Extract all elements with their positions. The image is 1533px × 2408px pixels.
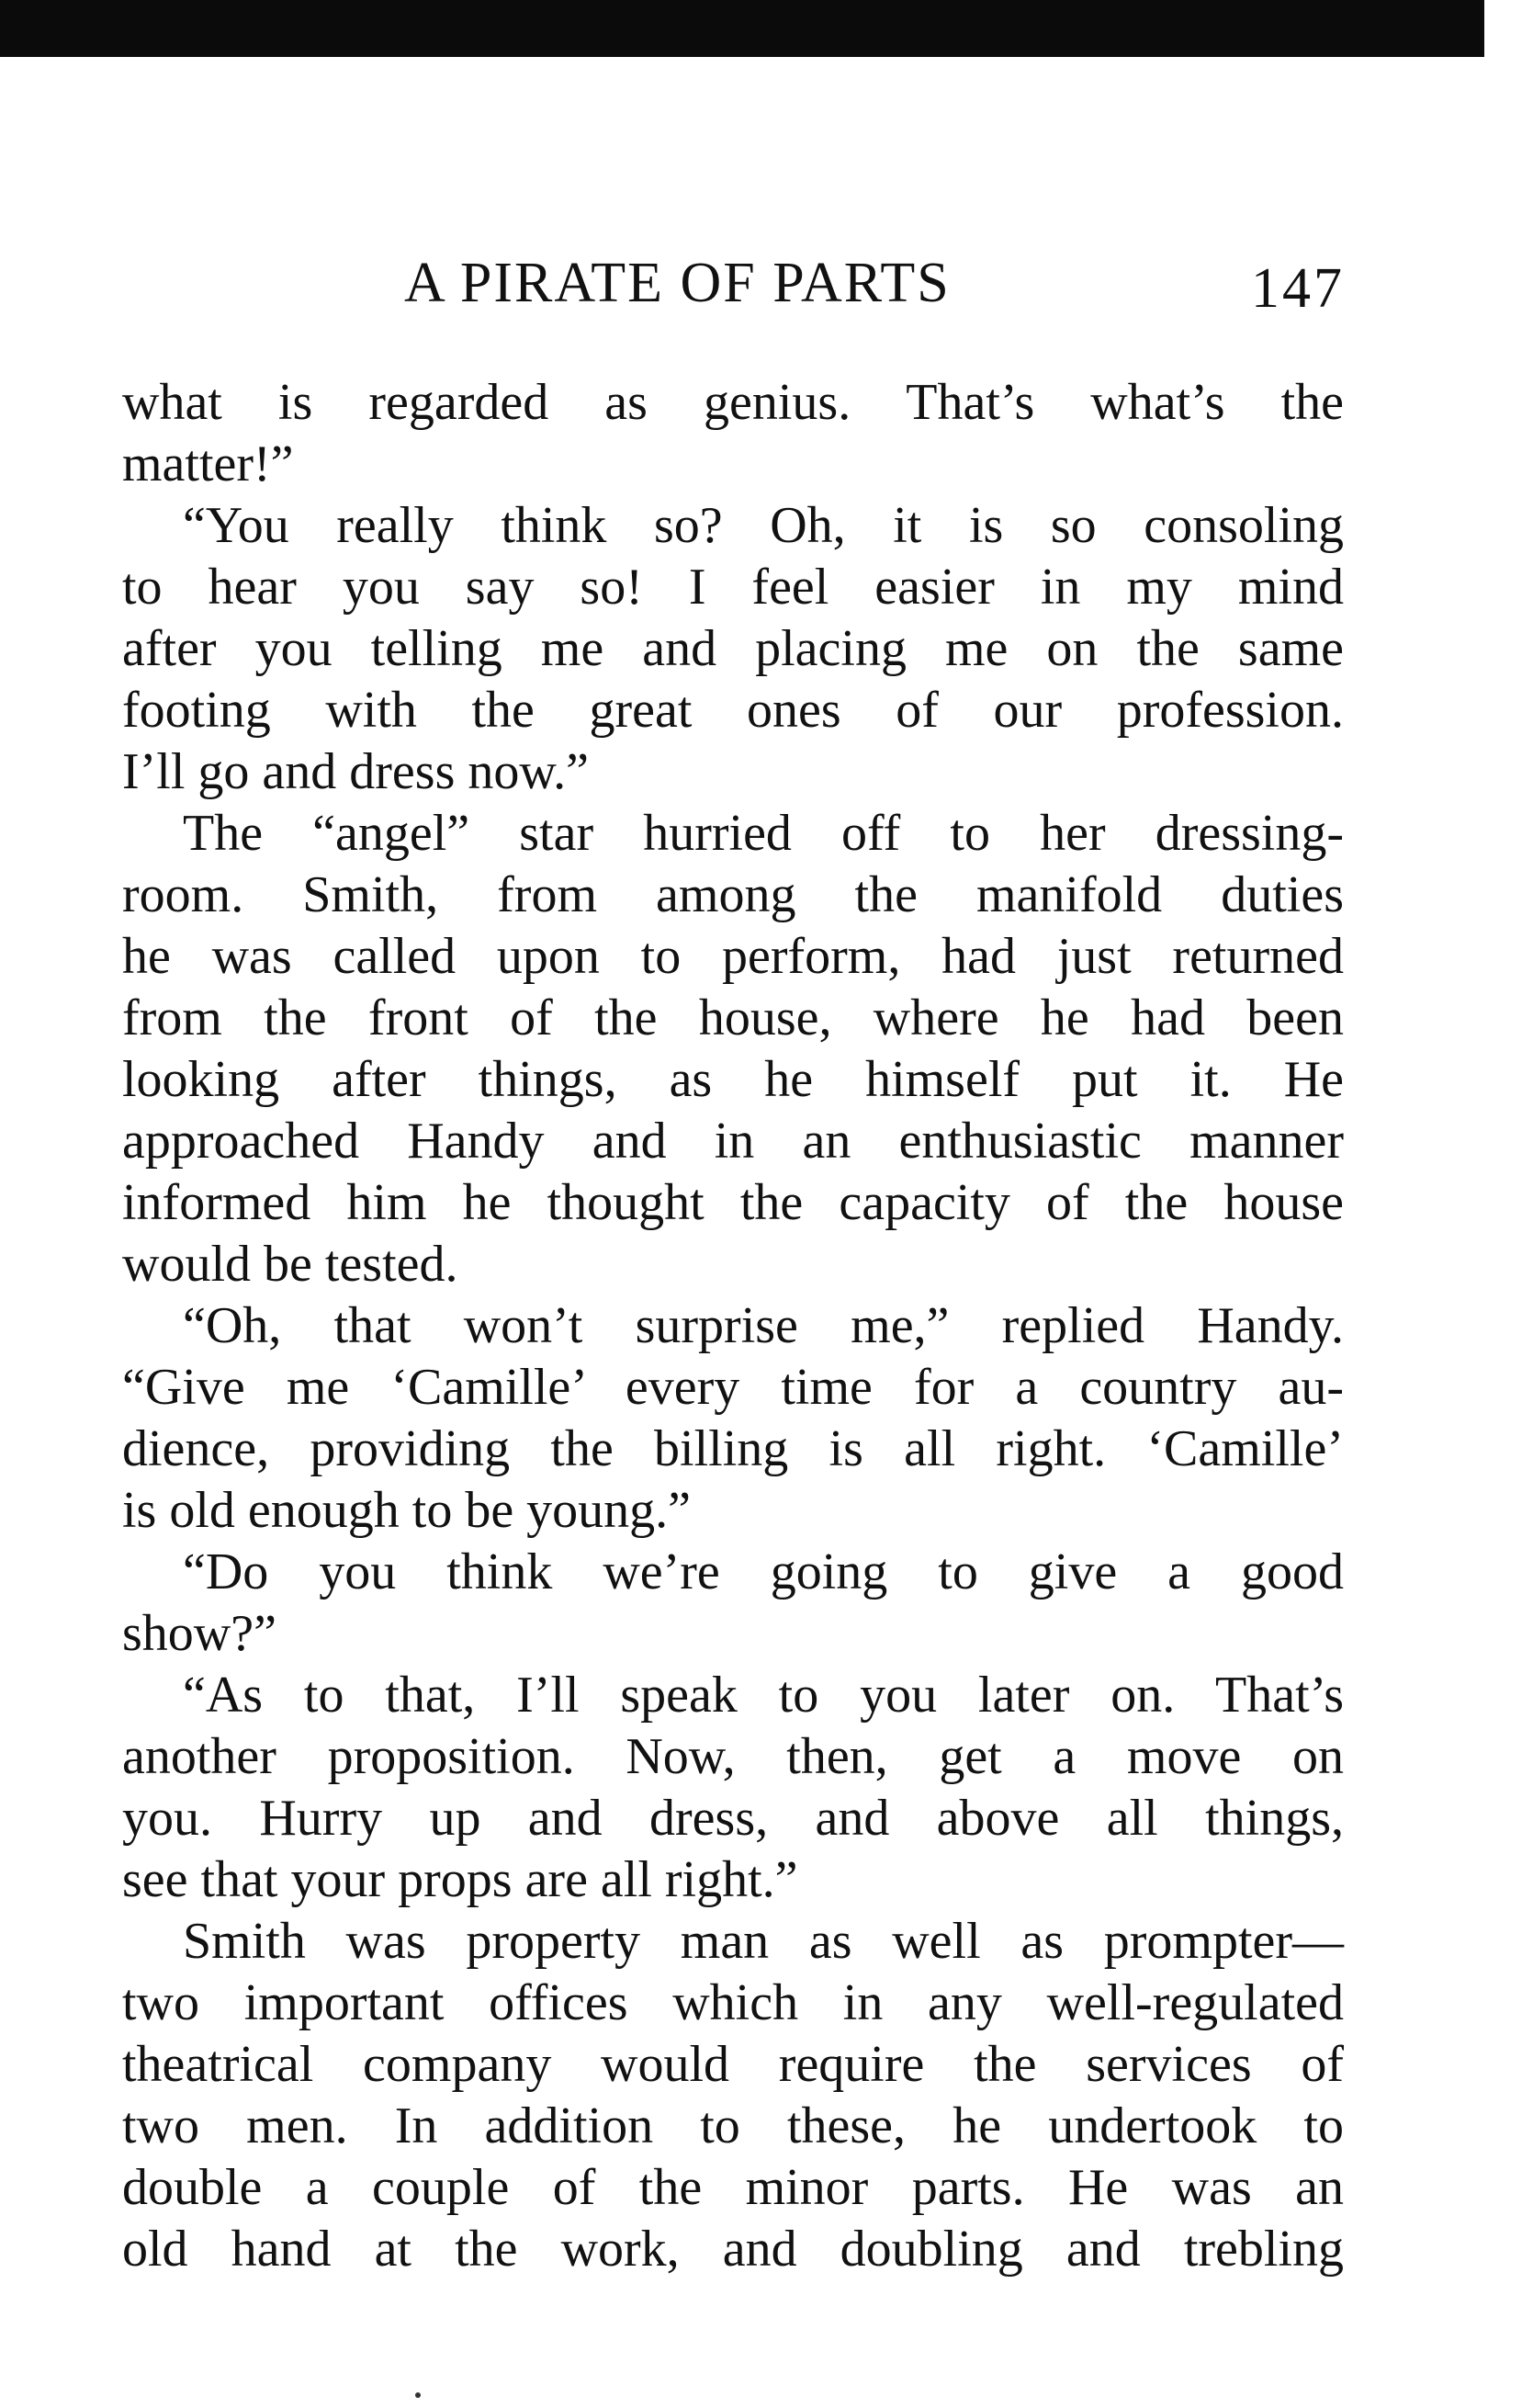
text-line: I’ll go and dress now.” (122, 743, 590, 800)
text-line: “Oh, that won’t surprise me,” replied Handy. (183, 1297, 1344, 1354)
text-line: you. Hurry up and dress, and above all things, (122, 1790, 1344, 1847)
text-line: approached Handy and in an enthusiastic manner (122, 1113, 1344, 1170)
text-line: room. Smith, from among the manifold duties (122, 866, 1344, 923)
text-line: another proposition. Now, then, get a move on (122, 1728, 1344, 1785)
text-line: “You really think so? Oh, it is so consoling (183, 497, 1344, 554)
text-line: would be tested. (122, 1236, 458, 1293)
text-line: theatrical company would require the services of (122, 2036, 1344, 2093)
text-line: matter!” (122, 435, 294, 492)
text-line: two men. In addition to these, he undertook to (122, 2097, 1344, 2154)
text-line: see that your props are all right.” (122, 1851, 798, 1908)
text-line: after you telling me and placing me on the same (122, 620, 1344, 677)
top-black-rule (0, 0, 1484, 57)
text-line: from the front of the house, where he had been (122, 989, 1344, 1046)
text-line: two important offices which in any well-regulated (122, 1974, 1344, 2031)
running-title: A PIRATE OF PARTS (404, 252, 951, 314)
text-line: “As to that, I’ll speak to you later on. That’s (183, 1667, 1344, 1724)
text-line: The “angel” star hurried off to her dressing- (183, 805, 1344, 862)
text-line: “Do you think we’re going to give a good (183, 1543, 1344, 1600)
text-line: informed him he thought the capacity of the house (122, 1174, 1344, 1231)
text-line: Smith was property man as well as prompter— (183, 1913, 1344, 1970)
text-line: show?” (122, 1605, 276, 1662)
text-line: looking after things, as he himself put it. He (122, 1051, 1344, 1108)
text-line: footing with the great ones of our profession. (122, 682, 1344, 739)
text-line: dience, providing the billing is all right. ‘Camille’ (122, 1420, 1344, 1477)
text-line: he was called upon to perform, had just returned (122, 928, 1344, 985)
running-head (0, 246, 1533, 320)
stray-ink-dot (415, 2392, 421, 2398)
page-number: 147 (1251, 257, 1345, 320)
text-line: what is regarded as genius. That’s what’s the (122, 374, 1344, 431)
text-line: to hear you say so! I feel easier in my mind (122, 559, 1344, 616)
text-line: double a couple of the minor parts. He was an (122, 2159, 1344, 2216)
body-text (122, 372, 1344, 2280)
text-line: is old enough to be young.” (122, 1482, 692, 1539)
text-line: old hand at the work, and doubling and trebling (122, 2221, 1344, 2278)
text-line: “Give me ‘Camille’ every time for a country au- (122, 1359, 1344, 1416)
